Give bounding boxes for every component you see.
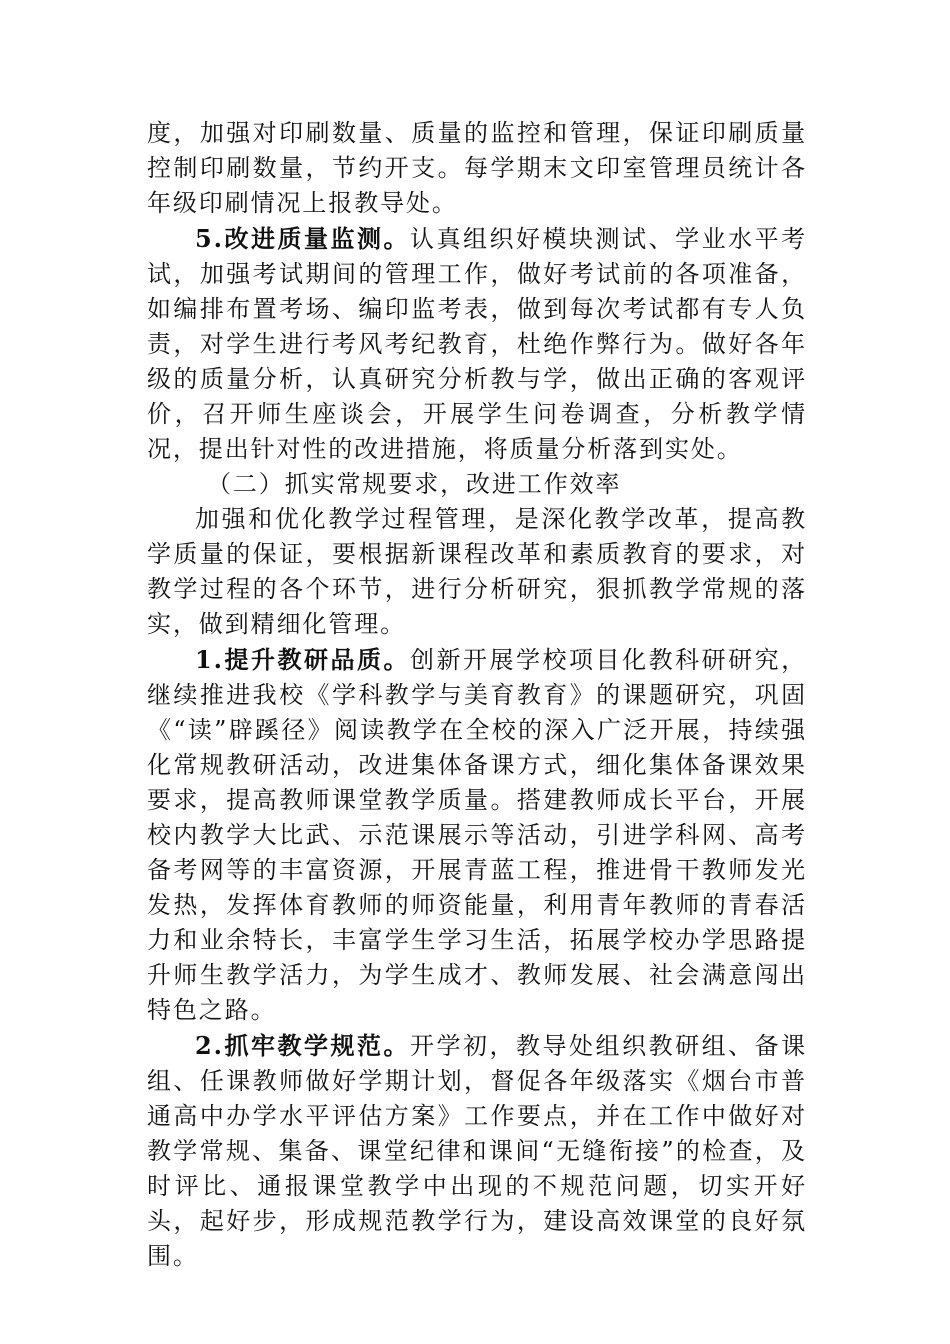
document-page <box>147 116 807 1274</box>
paragraph-text: 开学初，教导处组织教研组、备课组、任课教师做好学期计划，督促各年级落实《烟台市普通高中办学水平评估方案》工作要点，并在工作中做好对教学常规、集备、课堂纪律和课间“无缝衔接”的检查，及时评比、通报课堂教学中出现的不规范问题，切实开好头，起好步，形成规范教学行为，建设高效课堂的良好氛围。 <box>147 1032 808 1270</box>
paragraph-teaching-norms <box>147 1028 807 1274</box>
paragraph-lead-heading: 5.改进质量监测。 <box>195 224 411 253</box>
section-heading: （二）抓实常规要求，改进工作效率 <box>207 470 622 498</box>
paragraph-lead-heading: 1.提升教研品质。 <box>195 645 411 674</box>
paragraph-quality-monitoring <box>147 221 807 467</box>
paragraph-teaching-research <box>147 642 807 1028</box>
paragraph-text: 加强和优化教学过程管理，是深化教学改革，提高教学质量的保证，要根据新课程改革和素质教育的要求，对教学过程的各个环节，进行分析研究，狠抓教学常规的落实，做到精细化管理。 <box>147 505 807 638</box>
paragraph-lead-heading: 2.抓牢教学规范。 <box>195 1031 411 1060</box>
paragraph-process-management <box>147 502 807 642</box>
paragraph-text: 认真组织好模块测试、学业水平考试，加强考试期间的管理工作，做好考试前的各项准备，如编排布置考场、编印监考表，做到每次考试都有专人负责，对学生进行考风考纪教育，杜绝作弊行为。做好各年级的质量分析，认真研究分析教与学，做出正确的客观评价，召开师生座谈会，开展学生问卷调查，分析教学情况，提出针对性的改进措施，将质量分析落到实处。 <box>147 225 808 463</box>
paragraph-text: 度，加强对印刷数量、质量的监控和管理，保证印刷质量控制印刷数量，节约开支。每学期末文印室管理员统计各年级印刷情况上报教导处。 <box>147 119 807 217</box>
paragraph-text: 创新开展学校项目化教科研研究，继续推进我校《学科教学与美育教育》的课题研究，巩固《“读”辟蹊径》阅读教学在全校的深入广泛开展，持续强化常规教研活动，改进集体备课方式，细化集体备课效果要求，提高教师课堂教学质量。搭建教师成长平台，开展校内教学大比武、示范课展示等活动，引进学科网、高考备考网等的丰富资源，开展青蓝工程，推进骨干教师发光发热，发挥体育教师的师资能量，利用青年教师的青春活力和业余特长，丰富学生学习生活，拓展学校办学思路提升师生教学活力，为学生成才、教师发展、社会满意闯出特色之路。 <box>147 646 808 1024</box>
paragraph-printing-control <box>147 116 807 221</box>
